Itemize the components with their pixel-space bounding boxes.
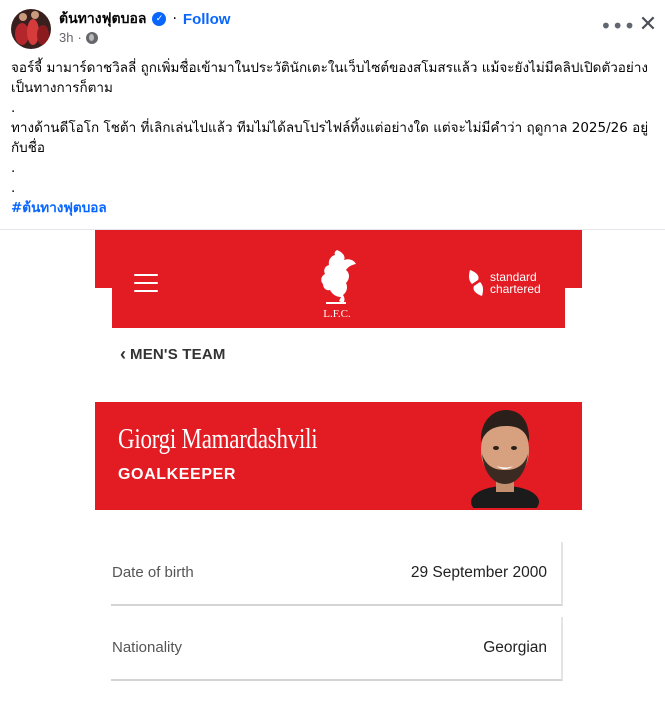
post-dot-1: . <box>11 100 16 116</box>
hashtag-link[interactable]: #ต้นทางฟุตบอล <box>11 200 107 216</box>
standard-chartered-logo <box>466 268 558 298</box>
close-icon[interactable]: ✕ <box>638 12 658 37</box>
info-label: Nationality <box>112 639 183 656</box>
sponsor-mark-icon <box>466 268 486 298</box>
post-dot-2: . <box>11 160 16 176</box>
post-paragraph-1: จอร์จี้ มามาร์ดาชวิลลี่ ถูกเพิ่มชื่อเข้ามาในประวัตินักเตะในเว็บไซต์ของสโมสรแล้ว แม้จะยังไม่มีคลิปเปิดตัวอย่างเป็นทางการก็ตาม <box>11 60 648 96</box>
info-card-nationality <box>111 617 563 681</box>
post-timestamp[interactable]: 3h <box>59 30 74 45</box>
globe-icon[interactable] <box>86 32 98 44</box>
follow-button[interactable]: Follow <box>182 10 231 28</box>
more-options-icon[interactable]: ••• <box>600 14 636 38</box>
sponsor-line-1: standard <box>490 270 537 284</box>
post-paragraph-2: ทางด้านดีโอโก โชต้า ที่เลิกเล่นไปแล้ว ทีมไม่ได้ลบโปรไฟล์ทิ้งแต่อย่างใด แต่จะไม่มีคำว่า ฤดูกาล 2025/26 อยู่กับชื่อ <box>11 120 649 156</box>
info-value: 29 September 2000 <box>410 564 547 581</box>
separator-dot: · <box>172 11 177 27</box>
meta-separator: · <box>77 30 82 45</box>
back-link[interactable] <box>120 344 226 365</box>
player-position: GOALKEEPER <box>118 466 237 483</box>
post-image[interactable] <box>0 230 665 718</box>
lfc-crest-icon <box>308 246 366 320</box>
back-link-label: MEN'S TEAM <box>130 346 226 363</box>
post-header <box>0 0 665 52</box>
info-label: Date of birth <box>112 564 194 581</box>
author-name[interactable]: ต้นทางฟุตบอล <box>59 11 147 27</box>
player-photo <box>470 404 540 508</box>
info-value: Georgian <box>483 639 547 656</box>
post-text <box>11 58 661 218</box>
post-meta <box>59 30 98 45</box>
crest-caption: L.F.C. <box>323 308 351 320</box>
player-banner <box>95 402 582 510</box>
verified-badge-icon: ✓ <box>152 12 166 26</box>
player-name: Giorgi Mamardashvili <box>118 424 318 455</box>
sponsor-text <box>490 271 541 295</box>
page-avatar[interactable] <box>11 9 51 49</box>
post-dot-3: . <box>11 180 16 196</box>
info-card-date-of-birth <box>111 542 563 606</box>
author-row <box>59 9 230 29</box>
menu-icon <box>134 274 158 292</box>
back-chevron-icon: ‹ <box>120 344 126 364</box>
sponsor-line-2: chartered <box>490 282 541 296</box>
